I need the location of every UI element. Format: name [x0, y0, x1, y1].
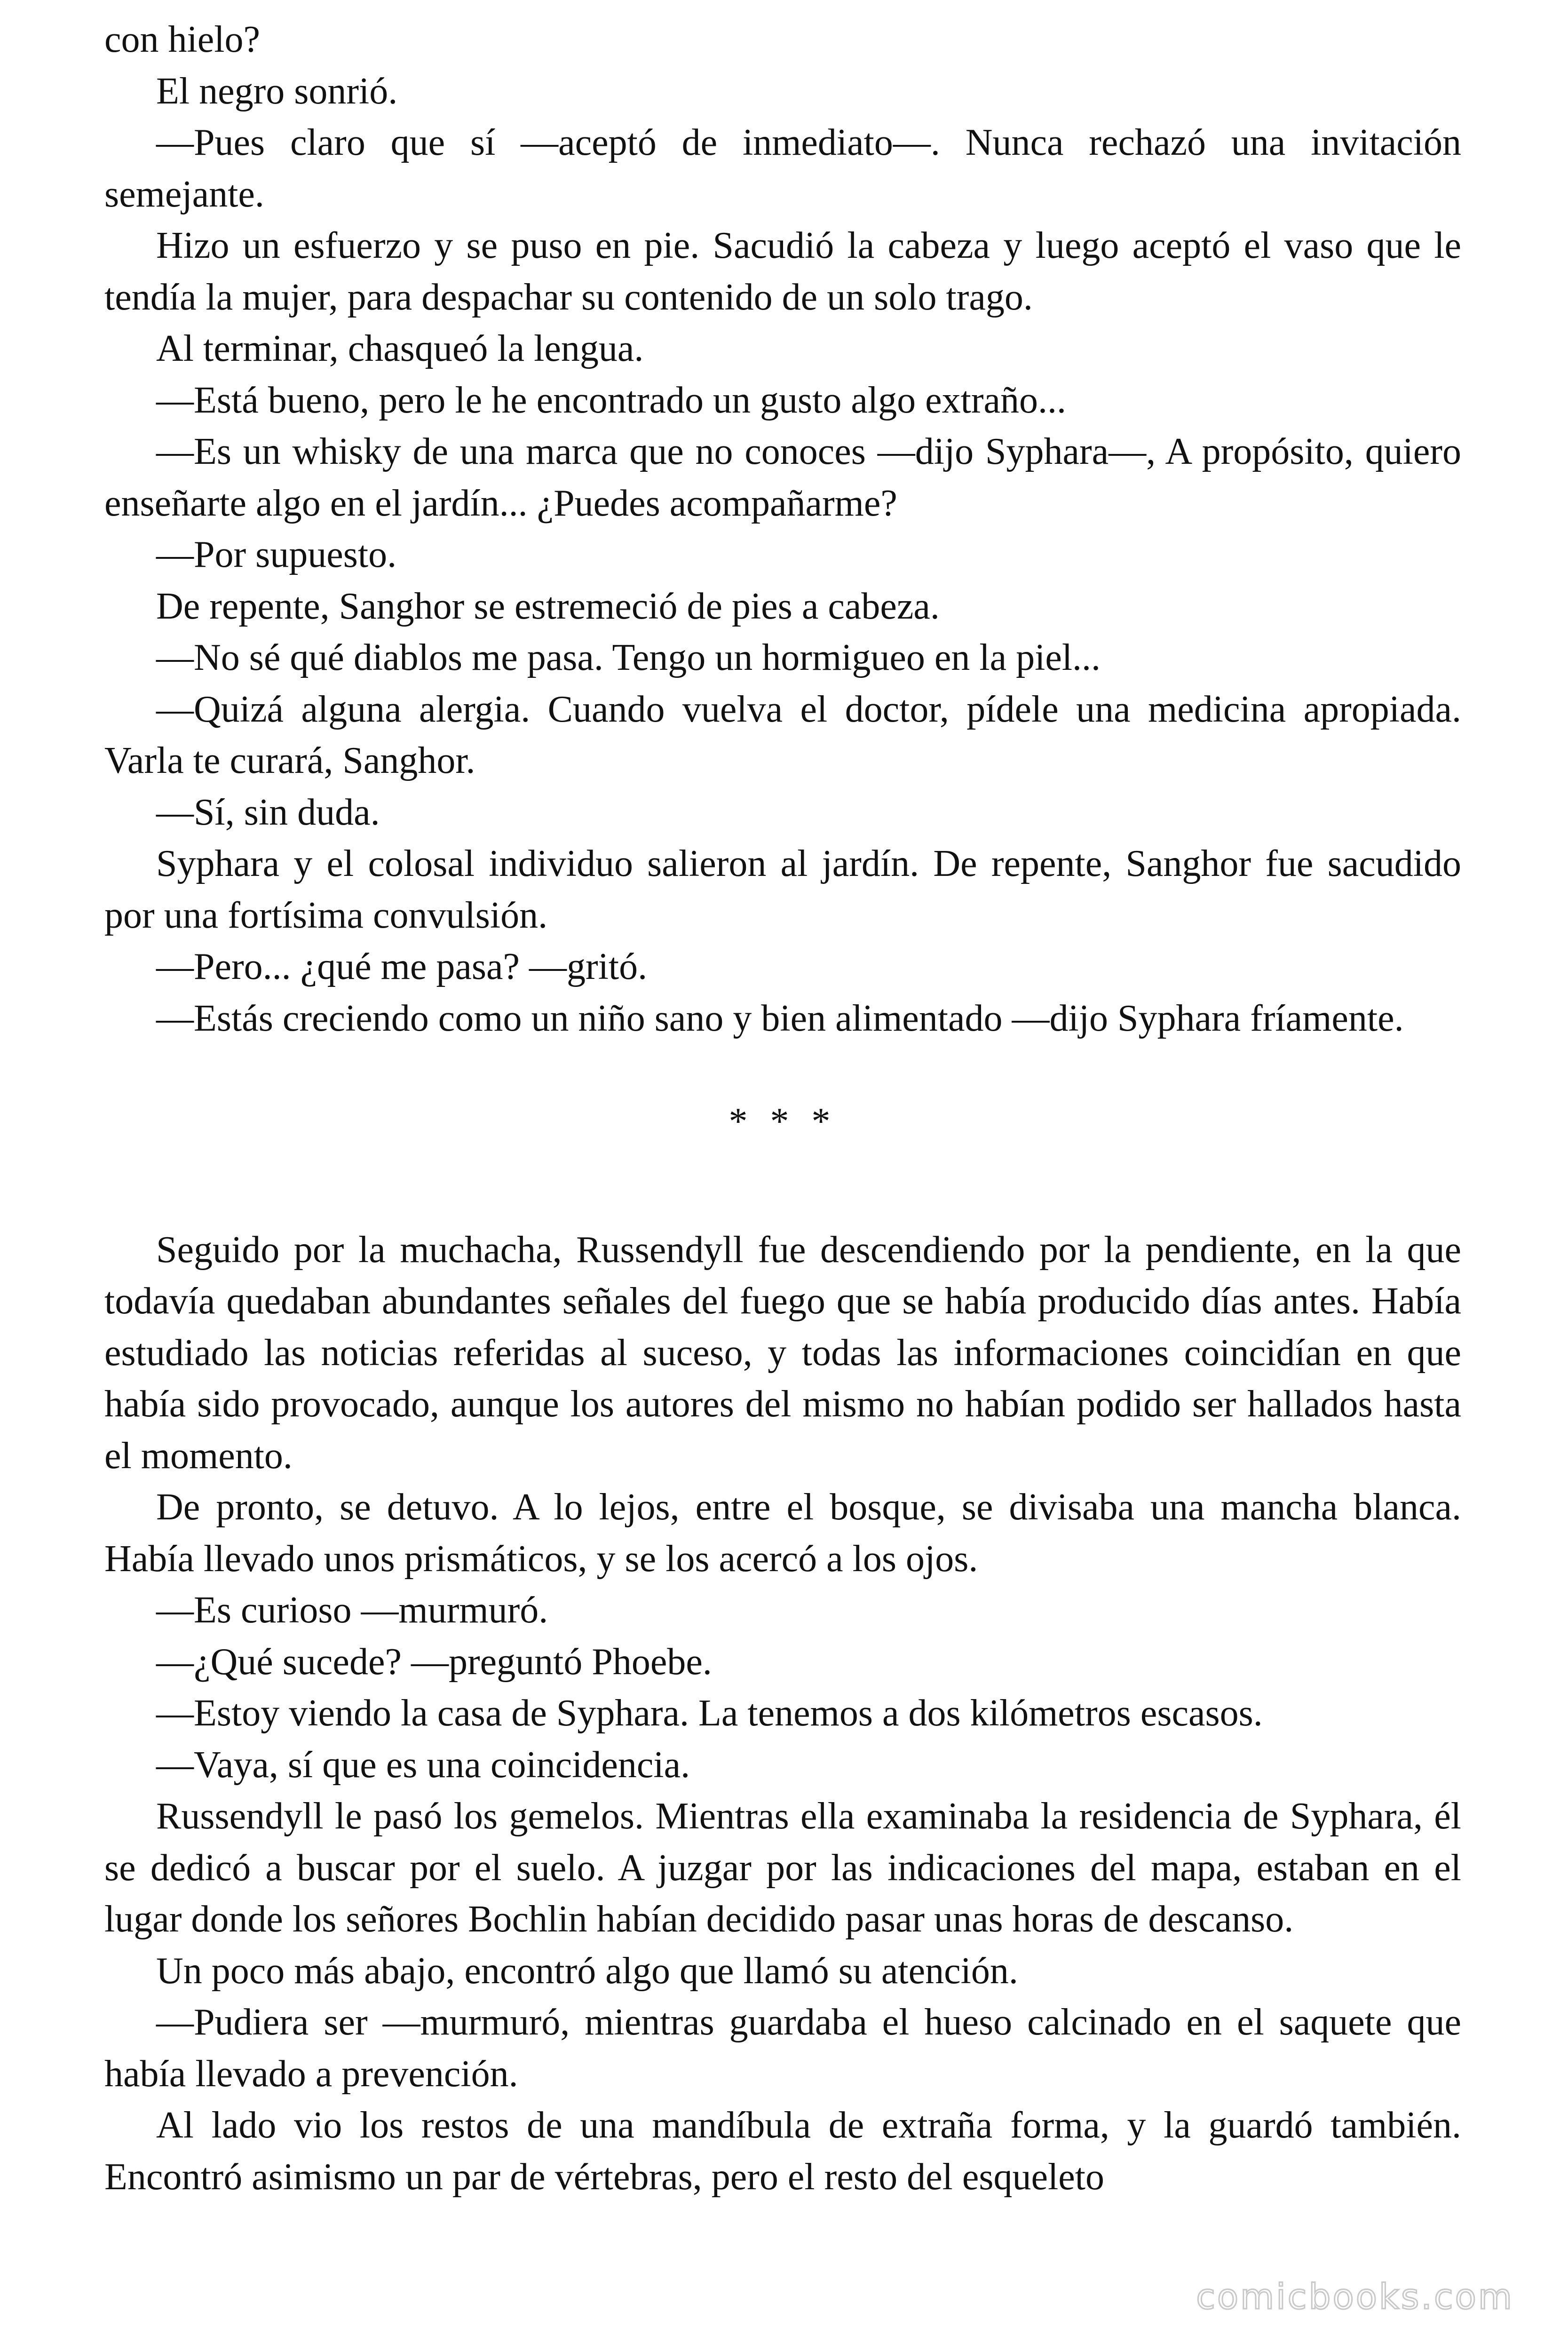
paragraph: De repente, Sanghor se estremeció de pies a cabeza. — [156, 585, 940, 627]
paragraph: —Pues claro que sí —aceptó de inmediato—. Nunca rechazó una invitación semejante. — [104, 122, 1461, 215]
paragraph: Al lado vio los restos de una mandíbula de extraña forma, y la guardó también. Encontró asimismo un par de vértebras, pero el resto del esqueleto — [104, 2105, 1461, 2198]
paragraph: —Sí, sin duda. — [156, 791, 380, 833]
paragraph: Seguido por la muchacha, Russendyll fue descendiendo por la pendiente, en la que todavía quedaban abundantes señales del fuego que se había producido días antes. Había estudiado las noticias referidas al suceso, y todas las informaciones coincidían en que había sido provocado, aunque los autores del mismo no habían podido ser hallados hasta el momento. — [104, 1229, 1461, 1477]
paragraph: Al terminar, chasqueó la lengua. — [156, 328, 644, 369]
paragraph: —Vaya, sí que es una coincidencia. — [156, 1744, 690, 1786]
paragraph: De pronto, se detuvo. A lo lejos, entre el bosque, se divisaba una mancha blanca. Había llevado unos prismáticos, y se los acercó a los ojos. — [104, 1486, 1461, 1580]
paragraph: Un poco más abajo, encontró algo que llamó su atención. — [156, 1950, 1018, 1992]
paragraph: con hielo? — [104, 19, 260, 60]
paragraph: —Quizá alguna alergia. Cuando vuelva el doctor, pídele una medicina apropiada. Varla te curará, Sanghor. — [104, 688, 1461, 781]
section-separator: * * * — [729, 1101, 837, 1142]
paragraph: —Estoy viendo la casa de Syphara. La tenemos a dos kilómetros escasos. — [156, 1692, 1263, 1734]
paragraph: —Por supuesto. — [156, 534, 397, 575]
paragraph: Syphara y el colosal individuo salieron al jardín. De repente, Sanghor fue sacudido por una fortísima convulsión. — [104, 843, 1461, 936]
watermark: comicbooks.com — [1196, 2277, 1514, 2317]
paragraph: —Está bueno, pero le he encontrado un gusto algo extraño... — [156, 379, 1066, 421]
paragraph: Russendyll le pasó los gemelos. Mientras ella examinaba la residencia de Syphara, él se dedicó a buscar por el suelo. A juzgar por las indicaciones del mapa, estaban en el lugar donde los señores Bochlin habían decidido pasar unas horas de descanso. — [104, 1796, 1461, 1940]
paragraph: —No sé qué diablos me pasa. Tengo un hormigueo en la piel... — [156, 637, 1101, 678]
paragraph: —Estás creciendo como un niño sano y bien alimentado —dijo Syphara fríamente. — [156, 997, 1404, 1039]
paragraph: —Pudiera ser —murmuró, mientras guardaba el hueso calcinado en el saquete que había llevado a prevención. — [104, 2002, 1461, 2095]
book-page — [104, 14, 1461, 2203]
paragraph: Hizo un esfuerzo y se puso en pie. Sacudió la cabeza y luego aceptó el vaso que le tendía la mujer, para despachar su contenido de un solo trago. — [104, 225, 1461, 318]
paragraph: —¿Qué sucede? —preguntó Phoebe. — [156, 1641, 712, 1683]
paragraph: —Es un whisky de una marca que no conoces —dijo Syphara—, A propósito, quiero enseñarte algo en el jardín... ¿Puedes acompañarme? — [104, 431, 1461, 524]
paragraph: —Es curioso —murmuró. — [156, 1589, 548, 1631]
paragraph: El negro sonrió. — [156, 70, 398, 112]
paragraph: —Pero... ¿qué me pasa? —gritó. — [156, 946, 648, 987]
